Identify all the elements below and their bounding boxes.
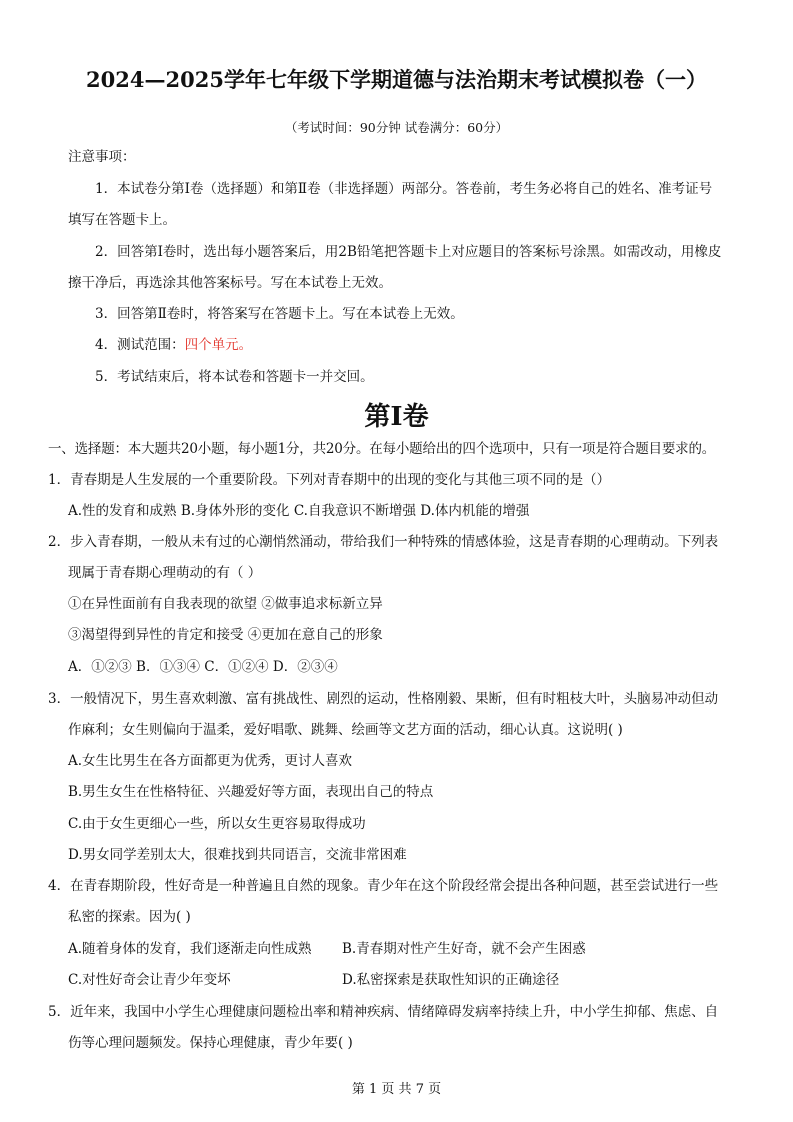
q3-option-d: D.男女同学差别太大，很难找到共同语言，交流非常困难 [68, 847, 407, 863]
q3-option-c: C.由于女生更细心一些，所以女生更容易取得成功 [68, 816, 366, 832]
q4-option-d: D.私密探索是获取性知识的正确途径 [342, 972, 560, 988]
note-2-line-1: 2．回答第Ⅰ卷时，选出每小题答案后，用2B铅笔把答题卡上对应题目的答案标号涂黑。如需改动，用橡皮 [95, 244, 722, 260]
exam-info: （考试时间：90分钟 试卷满分：60分） [284, 120, 509, 135]
q3-stem-line-2: 作麻利；女生则偏向于温柔，爱好唱歌、跳舞、绘画等文艺方面的活动，细心认真。这说明( ) [68, 722, 623, 738]
q1-options: A.性的发育和成熟 B.身体外形的变化 C.自我意识不断增强 D.体内机能的增强 [68, 503, 530, 519]
q3-stem-line-1: 3．一般情况下，男生喜欢刺激、富有挑战性、剧烈的运动，性格刚毅、果断，但有时粗枝大叶，头脑易冲动但动 [48, 691, 719, 707]
exam-title: 2024—2025学年七年级下学期道德与法治期末考试模拟卷（一） [86, 67, 707, 92]
section-instructions: 一、选择题：本大题共20小题，每小题1分，共20分。在每小题给出的四个选项中，只有一项是符合题目要求的。 [48, 441, 716, 457]
section-title: 第Ⅰ卷 [364, 402, 429, 432]
q2-stem-line-1: 2．步入青春期，一般从未有过的心潮悄然涌动，带给我们一种特殊的情感体验，这是青春期的心理萌动。下列表 [48, 534, 719, 550]
test-scope: 四个单元。 [184, 337, 253, 353]
q3-option-b: B.男生女生在性格特征、兴趣爱好等方面，表现出自己的特点 [68, 784, 434, 800]
q2-statements-2: ③渴望得到异性的肯定和接受 ④更加在意自己的形象 [68, 627, 383, 643]
q4-option-a: A.随着身体的发育，我们逐渐走向性成熟 [68, 941, 312, 957]
note-4 [95, 336, 252, 354]
note-2-line-2: 擦干净后，再选涂其他答案标号。写在本试卷上无效。 [68, 275, 392, 291]
q2-stem-line-2: 现属于青春期心理萌动的有（ ） [68, 565, 262, 581]
page-footer: 第 1 页 共 7 页 [351, 1082, 442, 1097]
q5-stem-line-1: 5．近年来，我国中小学生心理健康问题检出率和精神疾病、情绪障碍发病率持续上升，中小学生抑郁、焦虑、自 [48, 1004, 719, 1020]
q3-option-a: A.女生比男生在各方面都更为优秀，更讨人喜欢 [68, 753, 353, 769]
notes-heading: 注意事项： [68, 149, 136, 165]
q2-options: A．①②③ B．①③④ C．①②④ D．②③④ [68, 659, 338, 675]
note-1-line-1: 1．本试卷分第Ⅰ卷（选择题）和第Ⅱ卷（非选择题）两部分。答卷前，考生务必将自己的姓名、准考证号 [95, 181, 713, 197]
note-5: 5．考试结束后，将本试卷和答题卡一并交回。 [95, 369, 374, 385]
q1-stem: 1．青春期是人生发展的一个重要阶段。下列对青春期中的出现的变化与其他三项不同的是（） [48, 472, 611, 488]
note-4-prefix: 4．测试范围： [95, 337, 185, 353]
q4-option-b: B.青春期对性产生好奇，就不会产生困惑 [342, 941, 586, 957]
note-3: 3．回答第Ⅱ卷时，将答案写在答题卡上。写在本试卷上无效。 [95, 306, 464, 322]
note-1-line-2: 填写在答题卡上。 [68, 212, 176, 228]
q2-statements-1: ①在异性面前有自我表现的欲望 ②做事追求标新立异 [68, 596, 383, 612]
q4-stem-line-2: 私密的探索。因为( ) [68, 909, 191, 925]
q5-stem-line-2: 伤等心理问题频发。保持心理健康，青少年要( ) [68, 1035, 353, 1051]
q4-option-c: C.对性好奇会让青少年变坏 [68, 972, 231, 988]
q4-stem-line-1: 4．在青春期阶段，性好奇是一种普遍且自然的现象。青少年在这个阶段经常会提出各种问题，甚至尝试进行一些 [48, 878, 719, 894]
